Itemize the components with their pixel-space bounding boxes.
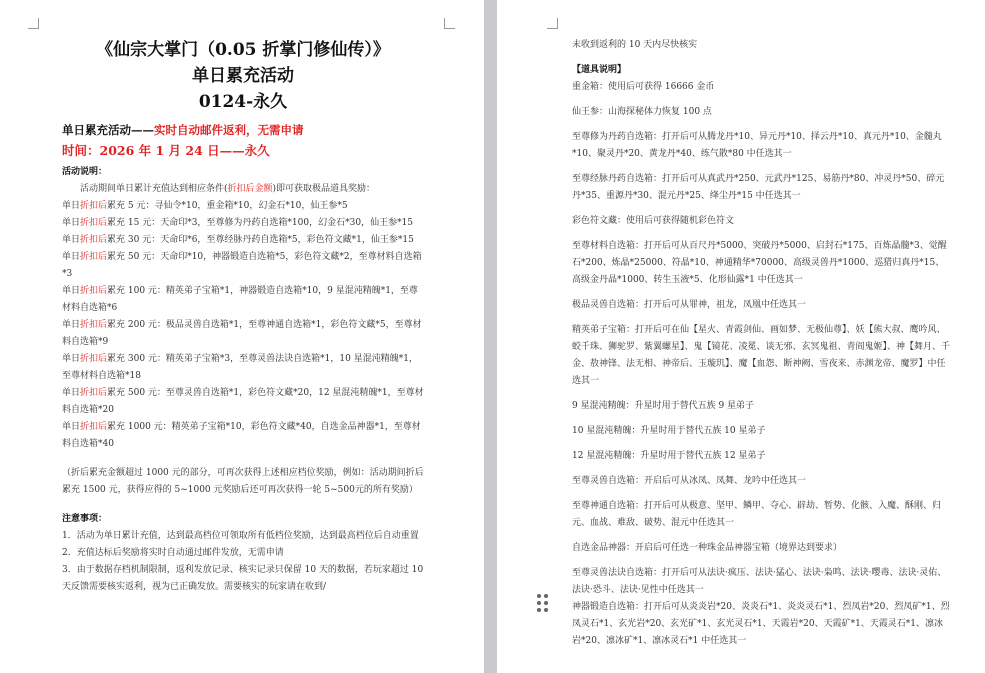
page-corner-mark (444, 18, 455, 29)
item-description: 至尊灵兽自选箱：开启后可从冰凤、凤舞、龙吟中任选其一 (572, 476, 807, 486)
item-description: 自选金品神器：开启后可任选一种珠金品神器宝箱（境界达到要求） (572, 543, 843, 553)
item-description: 9 星混沌精魄：升星时用于替代五族 9 星弟子 (572, 401, 755, 411)
item-section-label: 【道具说明】 (572, 65, 627, 75)
reward-tier: 单日折扣后累充 30 元：天命印*6，至尊经脉丹药自选箱*5，彩色符文藏*1，仙王参*15 (62, 235, 414, 245)
item-description: 神器锻造自选箱：打开后可从炎炎岩*20、炎炎石*1、炎炎灵石*1、烈凤岩*20、烈凤矿*1、烈凤灵石*1、玄光岩*20、玄光矿*1、玄光灵石*1、天霞岩*20、天霞矿*1、天霞灵石*1、凛冰岩*20、凛冰矿*1、凛冰灵石*1 中任选其一 (572, 602, 950, 646)
item-description: 极品灵兽自选箱：打开后可从罪神，祖龙，凤凰中任选其一 (572, 300, 807, 310)
cautions-label: 注意事项： (62, 514, 108, 524)
reward-tier-list (62, 198, 424, 453)
item-description: 至尊神通自选箱：打开后可从极意、坚甲、鳞甲、夺心、辟劫、暂势、化骸、入魔、酥刚、归元、血战、难敌、破势、混元中任选其一 (572, 501, 942, 528)
reward-tier: 单日折扣后累充 300 元：精英弟子宝箱*3，至尊灵兽法诀自选箱*1，10 星混沌精魄*1，至尊材料自选箱*18 (62, 354, 418, 381)
reward-tier: 单日折扣后累充 1000 元：精英弟子宝箱*10，彩色符文藏*40，自选金品神器*1，至尊材料自选箱*40 (62, 422, 421, 449)
reward-tier: 单日折扣后累充 200 元：极品灵兽自选箱*1，至尊神通自选箱*1，彩色符文藏*5，至尊材料自选箱*9 (62, 320, 422, 347)
item-description: 至尊经脉丹药自选箱：打开后可从真武丹*250、元武丹*125、易筋丹*80、冲灵丹*50、碎元丹*35、重源丹*30、混元丹*25、绛尘丹*15 中任选其一 (572, 174, 945, 201)
caution-item: 3．由于数据存档机制限制，返利发放记录、核实记录只保留 10 天的数据，若玩家超过 10 天反馈需要核实返利，视为已正确发放。需要核实的玩家请在收到/ (62, 565, 424, 592)
reward-tier: 单日折扣后累充 500 元：至尊灵兽自选箱*1，彩色符文藏*20，12 星混沌精魄*1，至尊材料自选箱*20 (62, 388, 424, 415)
document-subtitle: 单日累充活动 (192, 66, 294, 86)
spacer (62, 499, 424, 511)
continuation-text: 未收到返利的 10 天内尽快核实 (572, 40, 698, 50)
item-description: 12 星混沌精魄：升星时用于替代五族 12 星弟子 (572, 451, 766, 461)
drag-handle-icon[interactable] (537, 594, 549, 612)
document-title: 《仙宗大掌门（0.05 折掌门修仙传）》 (96, 40, 390, 60)
page-corner-mark (28, 18, 39, 29)
item-description: 仙王参：山海探秘体力恢复 100 点 (572, 107, 712, 117)
item-description-list (572, 79, 952, 650)
item-description: 10 星混沌精魄：升星时用于替代五族 10 星弟子 (572, 426, 766, 436)
item-description: 彩色符文藏：使用后可获得随机彩色符文 (572, 216, 735, 226)
item-description: 至尊材料自选箱：打开后可从百尺丹*5000、突破丹*5000、启封石*175、百炼晶髓*3、觉醒石*200、炼晶*25000、符晶*10、神通精华*70000、高级灵兽丹*1000、巡猎归真丹*15、高级金丹晶*1000、转生玉液*5、化形仙露*1 中任选其一 (572, 241, 947, 285)
activity-heading: 单日累充活动——实时自动邮件返利，无需申请 (62, 123, 304, 137)
document-page-right (497, 0, 985, 673)
activity-date: 时间：2026 年 1 月 24 日——永久 (62, 143, 270, 158)
document-page-left (0, 0, 484, 673)
caution-item: 2．充值达标后奖励将实时自动通过邮件发放，无需申请 (62, 548, 284, 558)
caution-item: 1．活动为单日累计充值，达到最高档位可领取所有低档位奖励，达到最高档位后自动重置 (62, 531, 419, 541)
description-label: 活动说明： (62, 167, 108, 177)
item-description: 重金箱：使用后可获得 16666 金币 (572, 82, 715, 92)
item-description: 至尊修为丹药自选箱：打开后可从腾龙丹*10、异元丹*10、择云丹*10、真元丹*10、金髓丸*10、聚灵丹*20、黄龙丹*40、练气散*80 中任选其一 (572, 132, 942, 159)
reward-tier: 单日折扣后累充 15 元：天命印*3，至尊修为丹药自选箱*100，幻金石*30，仙王参*15 (62, 218, 414, 228)
reward-tier: 单日折扣后累充 100 元：精英弟子宝箱*1，神器锻造自选箱*10，9 星混沌精魄*1，至尊材料自选箱*6 (62, 286, 418, 313)
description-intro: 活动期间单日累计充值达到相应条件(折扣后金额)即可获取极品道具奖励： (80, 184, 376, 194)
reward-tier: 单日折扣后累充 5 元：寻仙令*10，重金箱*10，幻金石*10，仙王参*5 (62, 201, 348, 211)
spacer (62, 453, 424, 465)
page-corner-mark (547, 18, 558, 29)
document-period: 0124-永久 (198, 92, 288, 112)
item-description: 至尊灵兽法诀自选箱：打开后可从法诀·疯压、法诀·猛心、法诀·枭鸣、法诀·嘤毒、法诀·灵佑、法诀·恐斗、法诀·见性中任选其一 (572, 568, 947, 595)
page-gap (484, 0, 497, 673)
reward-note: （折后累充金额超过 1000 元的部分，可再次获得上述相应档位奖励，例如：活动期间折后累充 1500 元，获得应得的 5~1000 元奖励后还可再次获得一轮 5~500元的所有奖励） (62, 468, 424, 495)
item-description: 精英弟子宝箱：打开后可在仙【星火、青霞剑仙、画如梦、无极仙尊】、妖【熊大叔、鹰吟风、蛟千珠、狮驼罗、紫翼螺星】、鬼【镜花、凌冕、谈无邪、玄冥鬼祖、青阎鬼姬】、神【舞月、千金、敖神锋、法无相、神帝后、玉璇玑】、魔【血怨、断神阙、雪夜来、赤渊龙帝、魔罗】中任选其一 (572, 325, 951, 386)
reward-tier: 单日折扣后累充 50 元：天命印*10，神器锻造自选箱*5，彩色符文藏*2，至尊材料自选箱*3 (62, 252, 422, 279)
